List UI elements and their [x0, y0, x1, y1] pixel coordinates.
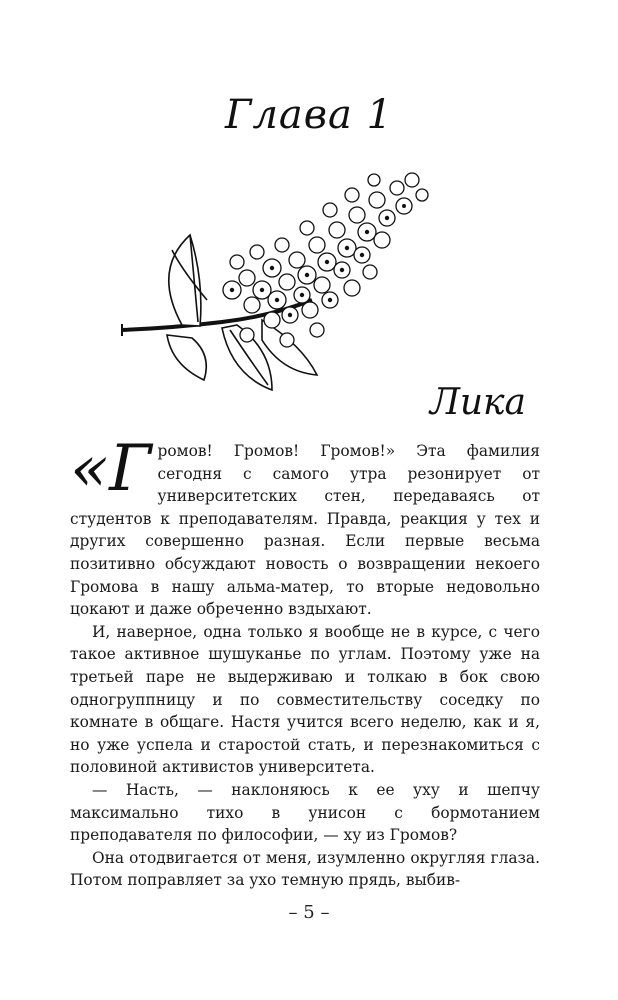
first-paragraph	[70, 432, 540, 621]
lilac-branch-icon	[112, 150, 447, 415]
pov-character-name: Лика	[429, 382, 526, 423]
chapter-title: Глава 1	[224, 92, 394, 138]
paragraph: Она отодвигается от меня, изумленно округляя глаза. Потом поправляет за ухо темную прядь, выбив-	[70, 848, 540, 890]
paragraph: И, наверное, одна только я вообще не в курсе, с чего такое активное шушуканье по углам. Поэтому уже на третьей паре не выдерживаю и толкаю в бок свою одногруппницу и по совместительству соседку по комнате в общаге. Настя учится всего неделю, как и я, но уже успела и старостой стать, и перезнакомиться с половиной активистов университета.	[70, 622, 540, 777]
paragraph: — Насть, — наклоняюсь к ее уху и шепчу максимально тихо в унисон с бормотанием преподавателя по философии, — ху из Громов?	[70, 780, 540, 845]
page-number: – 5 –	[288, 902, 330, 923]
first-paragraph-text: ромов! Громов! Громов!» Эта фамилия сегодня с самого утра резонирует от университетских стен, передаваясь от студентов к преподавателям. Правда, реакция у тех и других совершенно разная. Если первые весьма позитивно обсуждают новость о возвращении некоего Громова в нашу альма-матер, то вторые недовольно цокают и даже обреченно вздыхают.	[70, 442, 540, 619]
drop-cap: «Г	[70, 432, 152, 506]
chapter-body	[70, 432, 540, 892]
